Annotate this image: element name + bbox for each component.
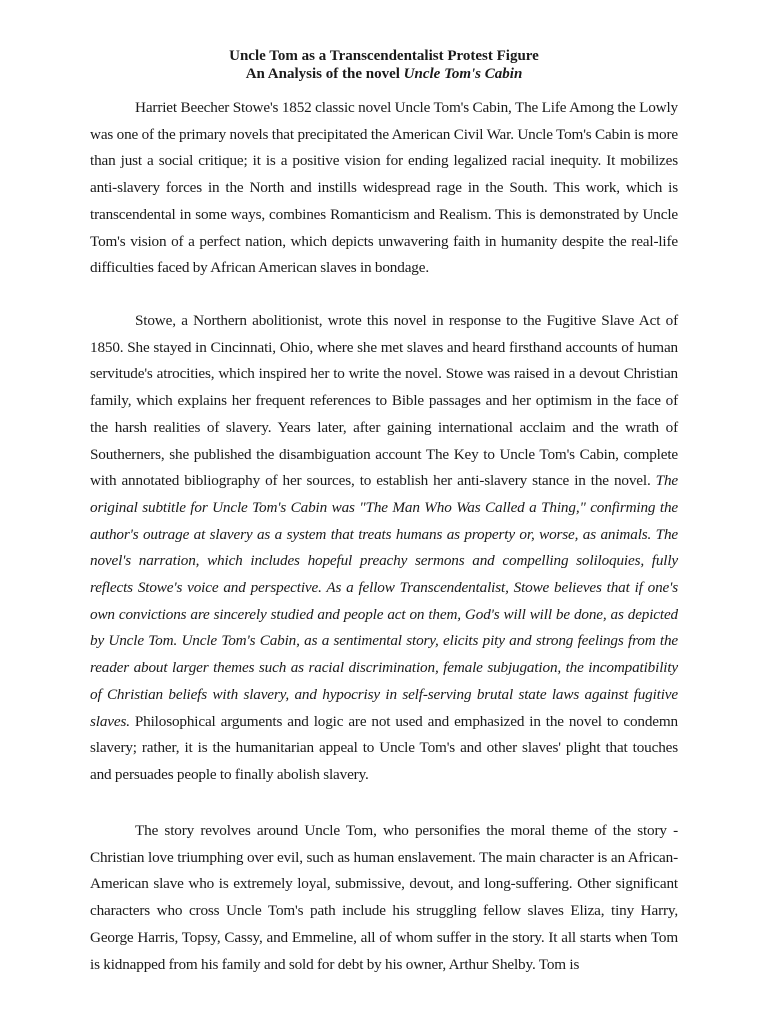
- paragraph-2-end: Philosophical arguments and logic are not used and emphasized in the novel to condemn slavery; rather, it is the humanitarian appeal to Uncle Tom's and other slaves' plight that touches and persuades people to finally abolish slavery.: [90, 712, 678, 783]
- paragraph-1: Harriet Beecher Stowe's 1852 classic novel Uncle Tom's Cabin, The Life Among the Lowly was one of the primary novels that precipitated the American Civil War. Uncle Tom's Cabin is more than just a social critique; it is a positive vision for ending legalized racial inequity. It mobilizes anti-slavery forces in the North and instills widespread rage in the South. This work, which is transcendental in some ways, combines Romanticism and Realism. This is demonstrated by Uncle Tom's vision of a perfect nation, which depicts unwavering faith in humanity despite the real-life difficulties faced by African American slaves in bondage.: [90, 99, 678, 277]
- subtitle-novel-name: Uncle Tom's Cabin: [403, 66, 523, 82]
- title-line-1: Uncle Tom as a Transcendentalist Protest Figure: [229, 48, 539, 64]
- title-line-2: [90, 65, 678, 83]
- document-title: [90, 47, 678, 83]
- paragraph-2: [90, 308, 678, 789]
- paragraph-2-start: Stowe, a Northern abolitionist, wrote this novel in response to the Fugitive Slave Act of 1850. She stayed in Cincinnati, Ohio, where she met slaves and heard firsthand accounts of human servitude's atrocities, which inspired her to write the novel. Stowe was raised in a devout Christian family, which explains her frequent references to Bible passages and her optimism in the face of the harsh realities of slavery. Years later, after gaining international acclaim and the wrath of Southerners, she published the disambiguation account The Key to Uncle Tom's Cabin, complete with annotated bibliography of her sources, to establish her anti-slavery stance in the novel.: [90, 312, 678, 490]
- document-page: [90, 0, 678, 1024]
- paragraph-2-italic: The original subtitle for Uncle Tom's Cabin was "The Man Who Was Called a Thing," confirming the author's outrage at slavery as a system that treats humans as property or, worse, as animals. The novel's narration, which includes hopeful preachy sermons and compelling soliloquies, fully reflects Stowe's voice and perspective. As a fellow Transcendentalist, Stowe believes that if one's own convictions are sincerely studied and people act on them, God's will will be done, as depicted by Uncle Tom. Uncle Tom's Cabin, as a sentimental story, elicits pity and strong feelings from the reader about larger themes such as racial discrimination, female subjugation, the incompatibility of Christian beliefs with slavery, and hypocrisy in self-serving brutal state laws against fugitive slaves.: [90, 472, 678, 730]
- paragraph-3: The story revolves around Uncle Tom, who personifies the moral theme of the story - Christian love triumphing over evil, such as human enslavement. The main character is an African-American slave who is extremely loyal, submissive, devout, and long-suffering. Other significant characters who cross Uncle Tom's path include his struggling fellow slaves Eliza, tiny Harry, George Harris, Topsy, Cassy, and Emmeline, all of whom suffer in the story. It all starts when Tom is kidnapped from his family and sold for debt by his owner, Arthur Shelby. Tom is: [90, 822, 678, 973]
- subtitle-prefix: An Analysis of the novel: [245, 66, 404, 82]
